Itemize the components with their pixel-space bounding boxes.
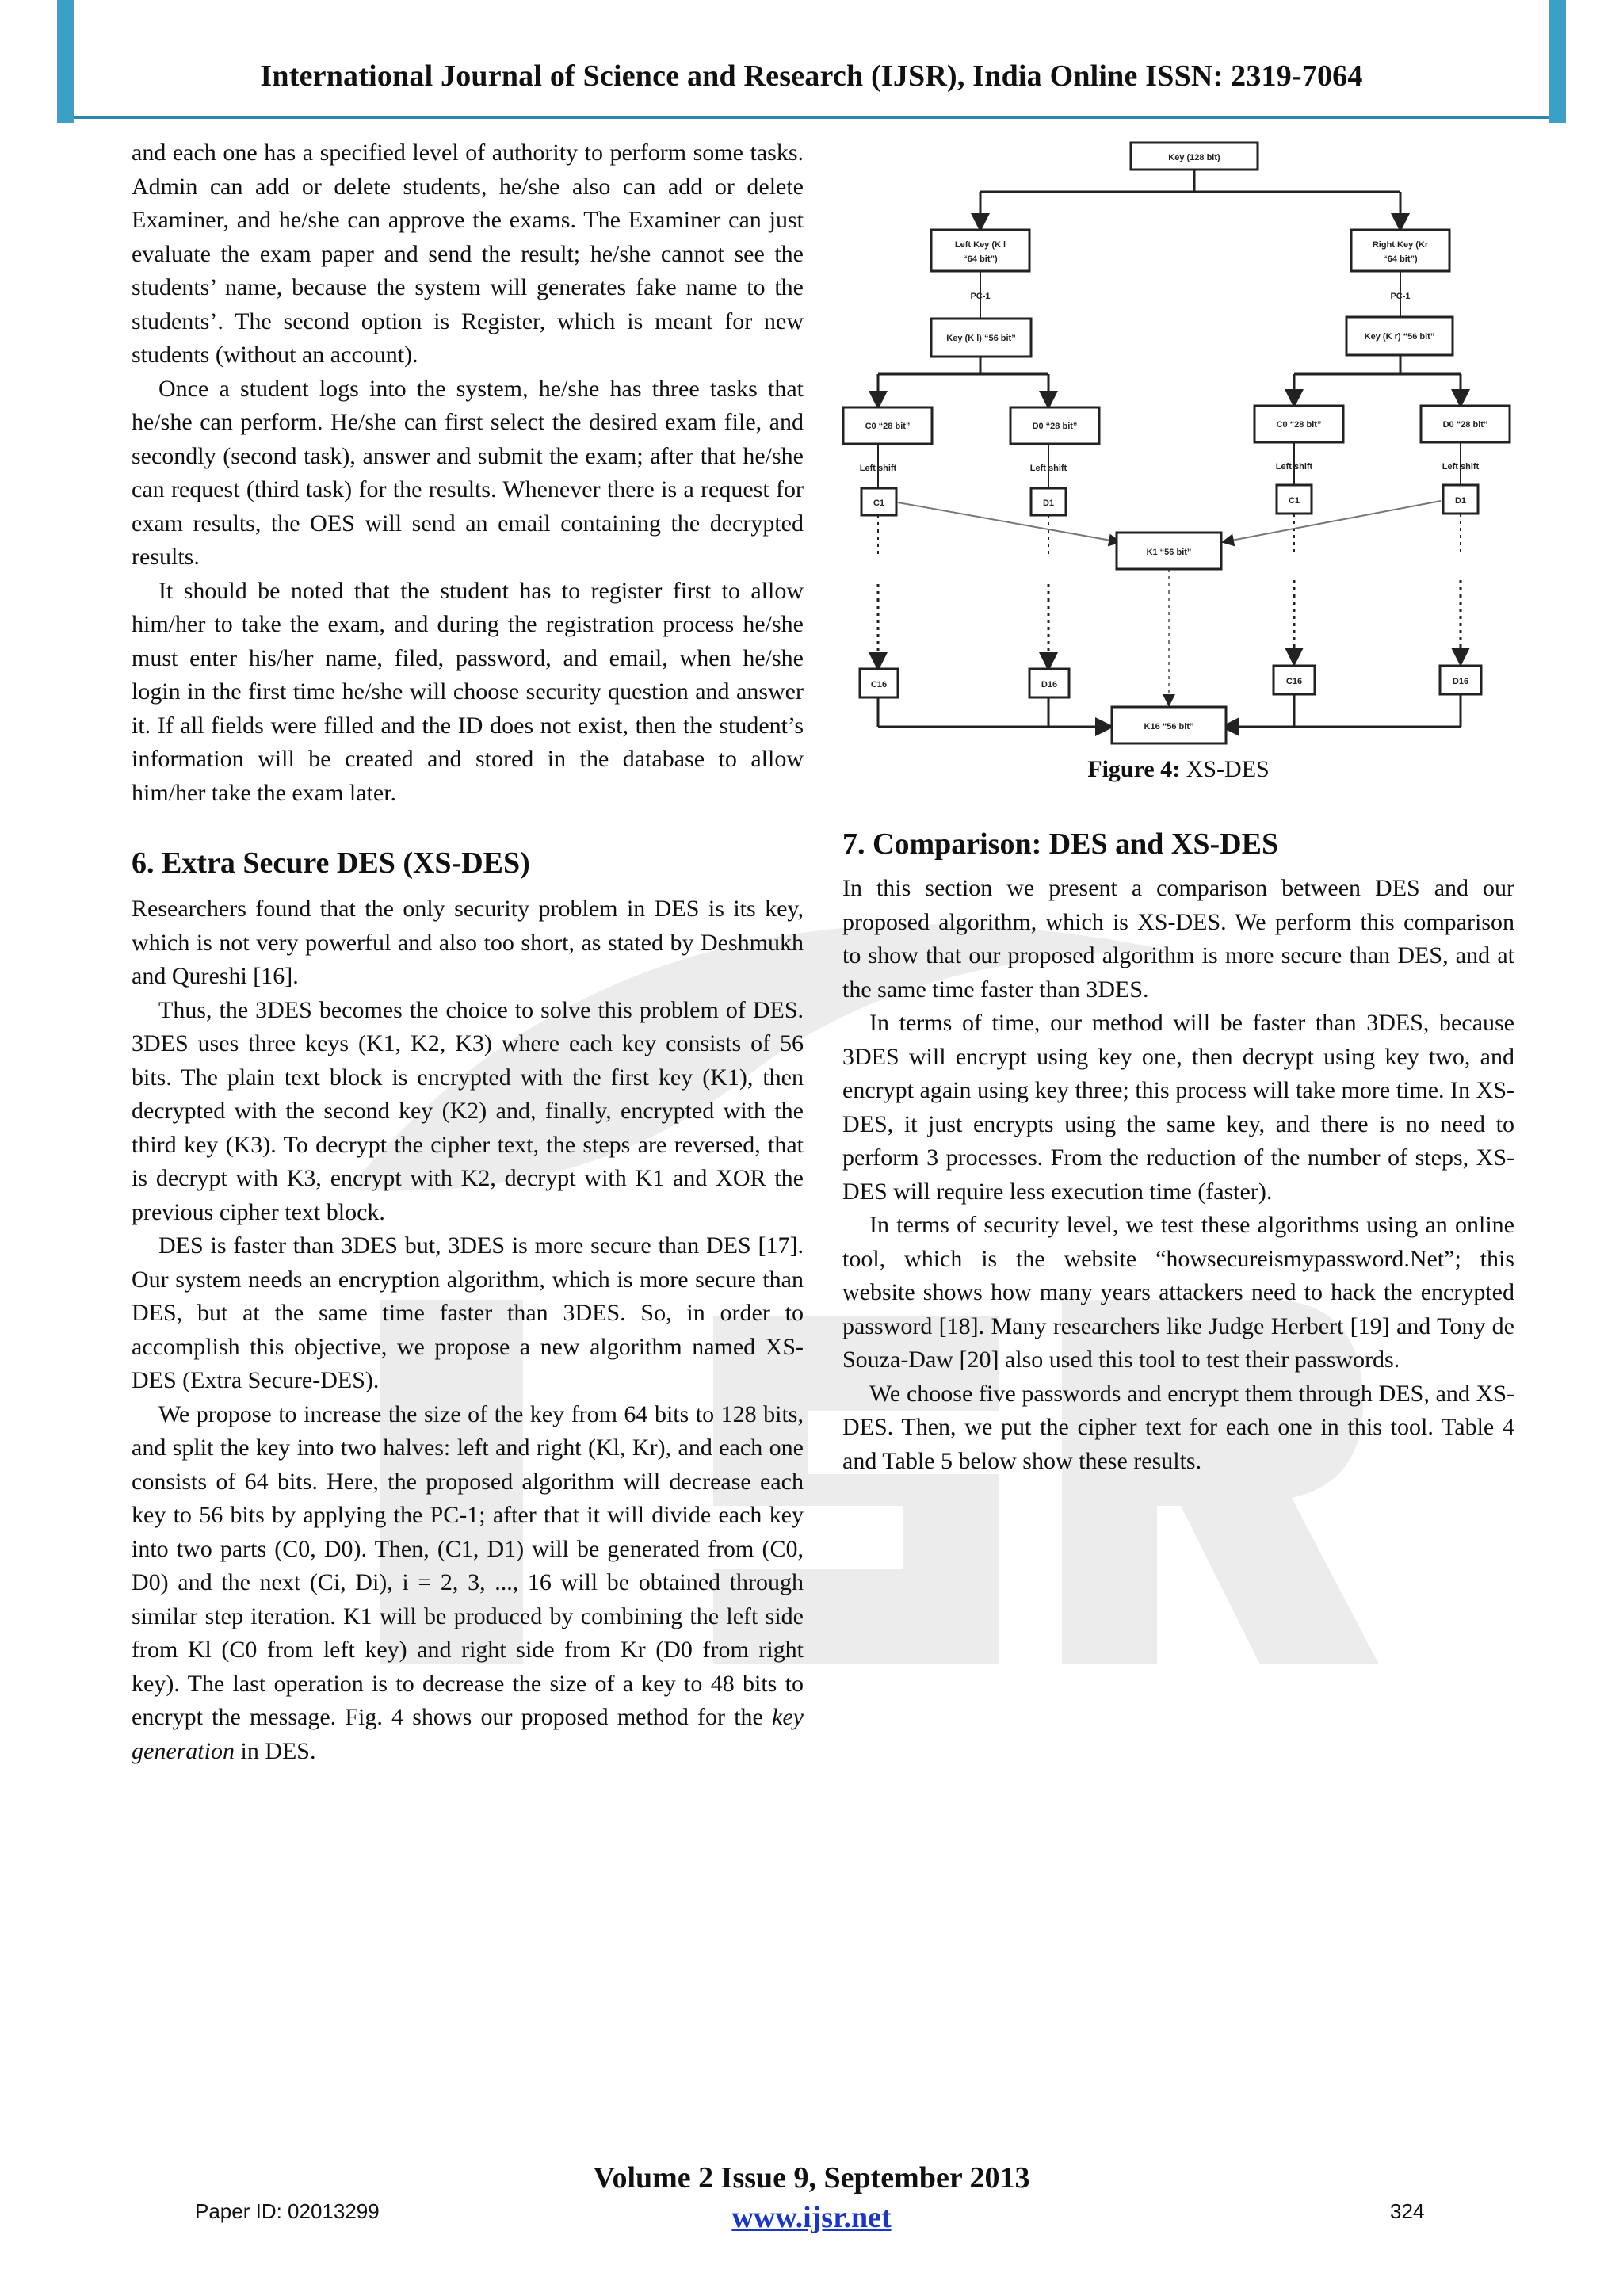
figure-4-caption-label: Figure 4: xyxy=(1087,756,1181,782)
box-c0-right xyxy=(1254,406,1343,442)
box-c16-left xyxy=(860,669,898,697)
box-key-l-56 xyxy=(931,319,1031,357)
box-right-key xyxy=(1351,230,1449,271)
box-c16-left-label: C16 xyxy=(870,680,888,690)
box-d0-left xyxy=(1010,407,1099,444)
box-c0-left-label: C0 “28 bit” xyxy=(865,422,911,431)
paragraph-registration: It should be noted that the student has to register first to allow him/her to take the exam, and during the registration process he/she must enter his/her name, filed, password, and email, when he/she login in the first time he/she will choose security question and answer it. If all fields were filled and the ID does not exist, then the student’s information will be created and stored in the database to allow him/her take the exam later. xyxy=(132,577,804,806)
paragraph-time-comparison: In terms of time, our method will be faster than 3DES, because 3DES will encrypt using key one, then decrypt using key two, and encrypt again using key three; this process will take more time. In XS-DES, it just encrypts using the same key, and there is no need to perform 3 processes. From the reduction of the number of steps, XS-DES will require less execution time (faster). xyxy=(842,1010,1514,1205)
footer-volume: Volume 2 Issue 9, September 2013 xyxy=(593,2161,1030,2195)
paragraph-security-comparison: In terms of security level, we test these algorithms using an online tool, which is the website “howsecureismypassword.Net”; this website shows how many years attackers need to hack the encrypted password [18]. Many researchers like Judge Herbert [19] and Tony de Souza-Daw [20] also used this tool to test their passwords. xyxy=(842,1212,1514,1373)
figure-4 xyxy=(842,136,1514,794)
left-shift-label-4: Left shift xyxy=(1442,462,1480,472)
left-shift-label-2: Left shift xyxy=(1029,464,1067,473)
paragraph-comparison-intro: In this section we present a comparison between DES and our proposed algorithm, which is XS-DES. We perform this comparison to show that our proposed algorithm is more secure than DES, and at the same time faster than 3DES. xyxy=(842,875,1514,1003)
box-c1-right-label: C1 xyxy=(1288,496,1300,506)
footer-journal-link[interactable]: www.ijsr.net xyxy=(731,2201,892,2234)
box-key-128 xyxy=(1131,143,1258,170)
section-7-heading: 7. Comparison: DES and XS-DES xyxy=(842,827,1279,861)
box-c1-left xyxy=(861,488,896,515)
box-left-key xyxy=(931,230,1029,271)
box-right-key-line2: “64 bit”) xyxy=(1383,254,1418,264)
box-c1-right xyxy=(1277,485,1312,514)
box-k16-56 xyxy=(1112,707,1226,743)
key-generation-term: key generation xyxy=(132,1704,804,1764)
left-column xyxy=(132,136,804,1768)
box-key-r-56-label: Key (K r) “56 bit” xyxy=(1364,332,1435,342)
box-c16-right-label: C16 xyxy=(1285,677,1303,686)
left-shift-label-3: Left shift xyxy=(1275,462,1313,472)
xs-des-diagram xyxy=(842,136,1514,770)
right-column xyxy=(842,136,1514,1478)
paragraph-3des: Thus, the 3DES becomes the choice to solve this problem of DES. 3DES uses three keys (K1, K2, K3) where each key consists of 56 bits. The plain text block is encrypted with the first key (K1), then decrypted with the second key (K2) and, finally, encrypted with the third key (K3). To decrypt the cipher text, the steps are reversed, that is decrypt with K3, encrypt with K2, decrypt with K1 and XOR the previous cipher text block. xyxy=(132,996,804,1225)
box-d1-left-label: D1 xyxy=(1042,499,1055,508)
paragraph-student-tasks: Once a student logs into the system, he/she has three tasks that he/she can perform. He/she can first select the desired exam file, and secondly (second task), answer and submit the exam; after that he/she can request (third task) for the results. Whenever there is a request for exam results, the OES will send an email containing the decrypted results. xyxy=(132,375,804,570)
box-left-key-line1: Left Key (K l xyxy=(954,240,1006,250)
box-d16-right xyxy=(1440,666,1481,694)
figure-4-caption-text: XS-DES xyxy=(1180,756,1270,782)
box-left-key-line2: “64 bit”) xyxy=(963,254,998,264)
pc1-left-label: PC-1 xyxy=(970,292,991,301)
paragraph-xs-des-proposal xyxy=(132,1398,804,1769)
box-k1-56-label: K1 “56 bit” xyxy=(1146,548,1192,557)
paragraph-des-vs-3des: DES is faster than 3DES but, 3DES is more secure than DES [17]. Our system needs an encryption algorithm, which is more secure than DES, but at the same time faster than 3DES. So, in order to accomplish this objective, we propose a new algorithm named XS-DES (Extra Secure-DES). xyxy=(132,1232,804,1393)
footer-page-number: 324 xyxy=(1390,2199,1425,2223)
paragraph-user-roles: and each one has a specified level of authority to perform some tasks. Admin can add or delete students, he/she also can add or delete Examiner, and he/she can approve the exams. The Examiner can just evaluate the exam paper and send the result; he/she cannot see the students’ name, because the system will generates fake name to the students’. The second option is Register, which is meant for new students (without an account). xyxy=(132,139,804,368)
box-d1-right-label: D1 xyxy=(1454,496,1467,506)
box-d0-left-label: D0 “28 bit” xyxy=(1032,422,1078,431)
box-d16-right-label: D16 xyxy=(1452,677,1469,686)
footer-paper-id: Paper ID: 02013299 xyxy=(195,2199,380,2223)
box-k1-56 xyxy=(1117,533,1221,569)
box-k16-56-label: K16 “56 bit” xyxy=(1144,722,1194,732)
box-d16-left xyxy=(1029,669,1069,697)
paragraph-des-problem: Researchers found that the only security problem in DES is its key, which is not very powerful and also too short, as stated by Deshmukh and Qureshi [16]. xyxy=(132,896,804,989)
box-d0-right-label: D0 “28 bit” xyxy=(1442,420,1488,430)
box-key-r-56 xyxy=(1346,317,1453,355)
section-6-heading: 6. Extra Secure DES (XS-DES) xyxy=(132,846,530,880)
box-d1-left xyxy=(1031,488,1066,515)
box-key-l-56-label: Key (K l) “56 bit” xyxy=(946,334,1016,343)
box-right-key-line1: Right Key (Kr xyxy=(1372,240,1429,250)
box-c1-left-label: C1 xyxy=(873,499,885,508)
box-c0-left xyxy=(843,407,932,444)
paragraph-text: We propose to increase the size of the key from 64 bits to 128 bits, and split the key into two halves: left and right (Kl, Kr), and each one consists of 64 bits. Here, the proposed algorithm will decrease each key to 56 bits by applying the PC-1; after that it will divide each key into two parts (C0, D0). Then, (C1, D1) will be generated from (C0, D0) and the next (Ci, Di), i = 2, 3, ..., 16 will be obtained through similar step iteration. K1 will be produced by combining the left side from Kl (C0 from left key) and right side from Kr (D0 from right key). The last operation is to decrease the size of a key to 48 bits to encrypt the message. Fig. 4 shows our proposed method for the xyxy=(132,1400,804,1730)
figure-4-caption xyxy=(842,753,1514,786)
pc1-right-label: PC-1 xyxy=(1390,292,1411,301)
box-d16-left-label: D16 xyxy=(1041,680,1058,690)
paragraph-text-end: in DES. xyxy=(234,1737,316,1764)
left-shift-label-1: Left shift xyxy=(859,464,897,473)
box-c0-right-label: C0 “28 bit” xyxy=(1276,420,1322,430)
paragraph-password-test: We choose five passwords and encrypt them through DES, and XS-DES. Then, we put the cipher text for each one in this tool. Table 4 and Table 5 below show these results. xyxy=(842,1380,1514,1474)
box-d0-right xyxy=(1421,406,1510,442)
box-key-128-label: Key (128 bit) xyxy=(1168,153,1220,162)
box-d1-right xyxy=(1443,485,1478,514)
journal-header-title: International Journal of Science and Research (IJSR), India Online ISSN: 2319-7064 xyxy=(260,59,1363,93)
box-c16-right xyxy=(1274,666,1315,694)
